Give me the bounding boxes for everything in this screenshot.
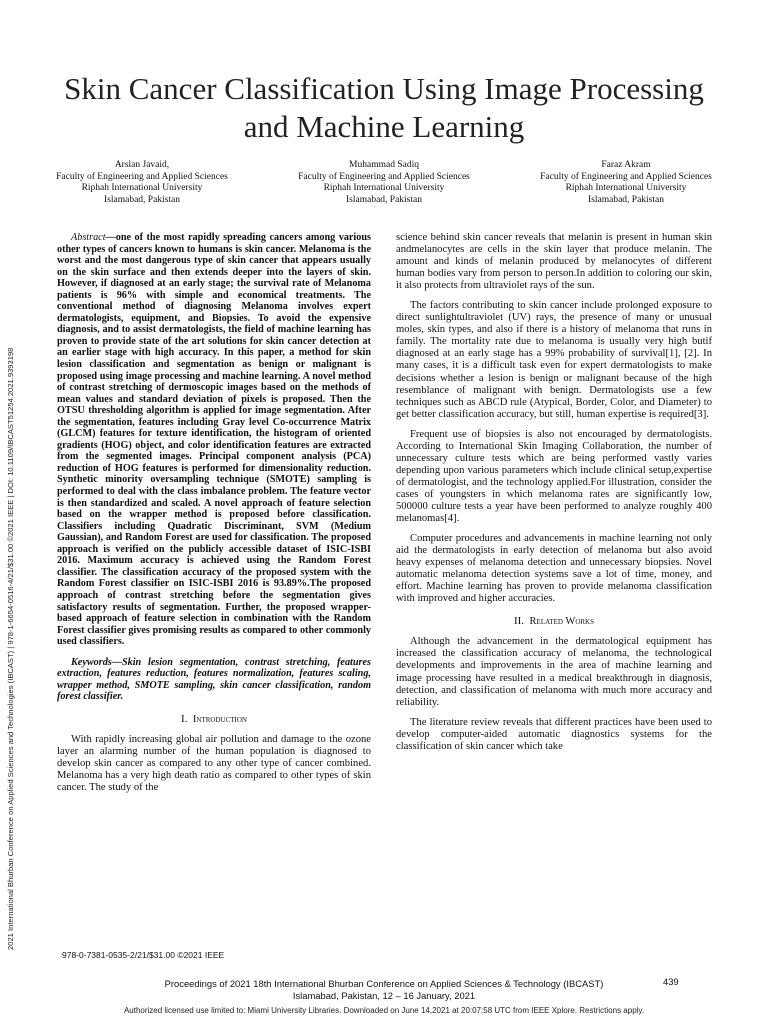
- author-university: Riphah International University: [81, 183, 203, 193]
- author-city: Islamabad, Pakistan: [588, 194, 664, 205]
- author-name: Faraz Akram: [601, 160, 651, 170]
- left-column: [57, 232, 371, 802]
- author-department: Faculty of Engineering and Applied Sciences: [56, 171, 228, 182]
- doi-sidebar-text: 2021 International Bhurban Conference on Applied Sciences and Technologies (IBCAST) | 978-1-6654-0516-4/21/$31.00 ©2021 IEEE | DOI: 10.1109/IBCAST51254.2021.9393198: [6, 347, 15, 950]
- author-university: Riphah International University: [565, 183, 687, 193]
- section-title: Related Works: [529, 616, 595, 628]
- author-city: Islamabad, Pakistan: [346, 194, 422, 205]
- paragraph: Although the advancement in the dermatological equipment has increased the classification accuracy of melanoma, the technological developments and improvements in the area of machine learning and image processing have resulted in a medical breakthrough in diagnosis, detection, and classification of melanoma with much more accuracy and reliability.: [396, 636, 712, 708]
- abstract: [57, 232, 371, 648]
- abstract-label: Abstract: [71, 232, 106, 243]
- keywords: Keywords—Skin lesion segmentation, contrast stretching, features extraction, features reduction, features normalization, features scaling, wrapper method, SMOTE sampling, skin cancer classification, random forest classifier.: [57, 656, 371, 703]
- author-name: Muhammad Sadiq: [349, 160, 419, 170]
- footer-isbn: 978-0-7381-0535-2/21/$31.00 ©2021 IEEE: [62, 950, 225, 960]
- title-line-2: and Machine Learning: [243, 109, 525, 144]
- paragraph: The literature review reveals that different practices have been used to develop computer-aided automatic diagnostics systems for the classification of skin cancer which take: [396, 716, 712, 752]
- author-university: Riphah International University: [323, 183, 445, 193]
- section-title: Introduction: [192, 713, 247, 725]
- section-heading-introduction: [57, 713, 371, 726]
- section-number: II.: [513, 615, 525, 628]
- author-department: Faculty of Engineering and Applied Sciences: [540, 171, 712, 182]
- introduction-body: [57, 734, 371, 794]
- paper-title: [40, 70, 728, 146]
- author-2: [264, 160, 504, 206]
- doi-sidebar: [4, 205, 18, 950]
- section-heading-related-works: [396, 615, 712, 628]
- paragraph: Frequent use of biopsies is also not encouraged by dermatologists. According to International Skin Imaging Collaboration, the number of unnecessary culture tests which are being performed vastly varies depending upon various parameters which include clinical setup,expertise of dermatologist, and the technology applied.For illustration, consider the cases of youngsters in which melanoma rates are significantly low, 500000 culture tests a year have been performed to analyze roughly 400 melanomas[4].: [396, 428, 712, 525]
- paragraph: With rapidly increasing global air pollution and damage to the ozone layer an alarming number of the human population is diagnosed to develop skin cancer as compared to any other type of cancer combined. Melanoma has a very high death ratio as compared to other types of skin cancer. The study of the: [57, 733, 371, 794]
- author-3: [506, 160, 746, 206]
- author-city: Islamabad, Pakistan: [104, 194, 180, 205]
- proceedings-line-2: Islamabad, Pakistan, 12 – 16 January, 2021: [292, 990, 476, 1001]
- right-column: [396, 232, 712, 761]
- page-number: 439: [663, 976, 679, 987]
- paragraph: The factors contributing to skin cancer include prolonged exposure to direct sunlightultraviolet (UV) rays, the presence of many or unusual moles, skin types, and also if there is a history of melanoma that runs in family. The mortality rate due to melanoma is usually very high butif diagnosed at an early stage has a 99% probability of survival[1], [2]. In many cases, it is a difficult task even for expert dermatologists to make decisions whether a lesion is benign or malignant because of the high resemblance of malignant with benign. Dermatologists use a few techniques such as ABCD rule (Atypical, Border, Color, and Diameter) to get better classification accuracy, but still, human expertise is required[3].: [396, 300, 712, 420]
- license-notice: Authorized licensed use limited to: Miami University Libraries. Downloaded on June 14,2021 at 20:07:58 UTC from IEEE Xplore. Restrictions apply.: [123, 1006, 645, 1015]
- abstract-text: —one of the most rapidly spreading cancers among various other types of cancers known to humans is skin cancer. Melanoma is the worst and the most dangerous type of skin cancer that appears usually on the skin surface and then extends deeper into the layers of skin. However, if diagnosed at an early stage; the survival rate of Melanoma patients is 96% with simple and economical treatments. The conventional method of diagnosing Melanoma involves expert dermatologists, equipment, and Biopsies. To avoid the expensive diagnosis, and to assist dermatologists, the field of machine learning has proven to provide state of the art solutions for skin cancer detection at an earlier stage with high accuracy. In this paper, a method for skin lesion classification and segmentation as benign or malignant is proposed using image processing and machine learning. A novel method of contrast stretching of dermoscopic images based on the methods of mean values and standard deviation of pixels is proposed. Then the OTSU thresholding algorithm is applied for image segmentation. After the segmentation, features including Gray level Co-occurrence Matrix (GLCM) features for texture identification, the histogram of oriented gradients (HOG) object, and color identification features are extracted from the segmented images. Principal component analysis (PCA) reduction of HOG features is performed for dimensionality reduction. Synthetic minority oversampling technique (SMOTE) sampling is performed to deal with the class imbalance problem. The feature vector is then standardized and scaled. A novel approach of feature selection based on the wrapper method is proposed before classification. Classifiers including Quadratic Discriminant, SVM (Medium Gaussian), and Random Forest are used for classification. The proposed approach is verified on the publicly accessible dataset of ISIC-ISBI 2016. Maximum accuracy is achieved using the Random Forest classifier. The classification accuracy of the proposed system with the Random Forest classifier on ISIC-ISBI 2016 is 93.89%.The proposed approach of contrast stretching before the segmentation gives satisfactory results of segmentation. Further, the proposed wrapper-based approach of feature selection in combination with the Random Forest classifier gives promising results as compared to other commonly used classifiers.: [57, 232, 371, 648]
- title-line-1: Skin Cancer Classification Using Image Processing: [64, 71, 704, 106]
- paragraph: science behind skin cancer reveals that melanin is present in human skin andmelanocytes are cells in the skin layer that produce melanin. The amount and kinds of melanin produced by melanocytes of different human bodies vary from person to person.In addition to coloring our skin, it also protects from ultraviolet rays of the sun.: [396, 232, 712, 292]
- footer-proceedings: [100, 978, 668, 1002]
- paragraph: Computer procedures and advancements in machine learning not only aid the dermatologists in early detection of melanoma but also avoid heavy expenses of melanoma detection and unnecessary biopsies. Novel automatic melanoma detection systems save a lot of time, money, and effort. Machine learning has proven to provide melanoma classification with improved and higher accuracies.: [396, 533, 712, 605]
- author-1: [22, 160, 262, 206]
- section-number: I.: [181, 712, 188, 725]
- proceedings-line-1: Proceedings of 2021 18th International Bhurban Conference on Applied Sciences & Technology (IBCAST): [164, 978, 604, 989]
- author-name: Arslan Javaid,: [114, 160, 170, 170]
- author-department: Faculty of Engineering and Applied Sciences: [298, 171, 470, 182]
